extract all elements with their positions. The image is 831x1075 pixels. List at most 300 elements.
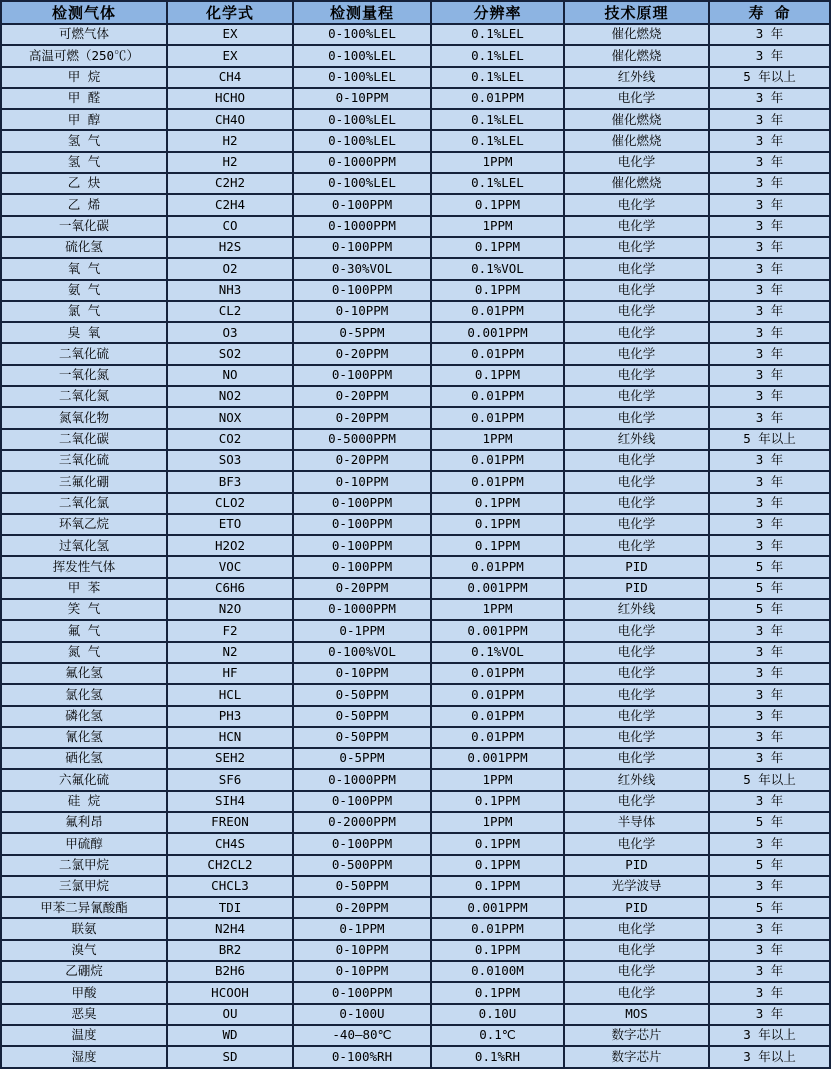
- table-cell: 臭 氧: [1, 322, 167, 343]
- table-cell: 笑 气: [1, 599, 167, 620]
- table-cell: 0-10PPM: [293, 88, 431, 109]
- table-cell: 0-100PPM: [293, 982, 431, 1003]
- table-cell: 电化学: [564, 727, 709, 748]
- table-row: [1, 45, 830, 66]
- table-cell: 0.001PPM: [431, 748, 564, 769]
- table-row: [1, 769, 830, 790]
- table-row: [1, 322, 830, 343]
- table-cell: 3 年: [709, 940, 830, 961]
- table-cell: 温度: [1, 1025, 167, 1046]
- table-cell: 1PPM: [431, 152, 564, 173]
- table-cell: 5 年: [709, 897, 830, 918]
- table-cell: 0-50PPM: [293, 727, 431, 748]
- table-cell: 二氯甲烷: [1, 855, 167, 876]
- table-cell: 5 年以上: [709, 67, 830, 88]
- table-cell: 挥发性气体: [1, 556, 167, 577]
- table-cell: 3 年: [709, 45, 830, 66]
- table-cell: H2: [167, 130, 293, 151]
- table-row: [1, 1025, 830, 1046]
- table-cell: 0.1PPM: [431, 855, 564, 876]
- table-row: [1, 173, 830, 194]
- table-cell: 0.1PPM: [431, 365, 564, 386]
- table-cell: 0.01PPM: [431, 88, 564, 109]
- table-cell: 0.01PPM: [431, 556, 564, 577]
- table-cell: 0-10PPM: [293, 961, 431, 982]
- table-row: [1, 386, 830, 407]
- table-cell: 3 年: [709, 620, 830, 641]
- table-cell: 0-10PPM: [293, 940, 431, 961]
- table-cell: 3 年: [709, 748, 830, 769]
- table-cell: 0-100%LEL: [293, 109, 431, 130]
- table-cell: 电化学: [564, 706, 709, 727]
- table-cell: 硒化氢: [1, 748, 167, 769]
- table-row: [1, 535, 830, 556]
- table-row: [1, 876, 830, 897]
- table-cell: 氟化氢: [1, 663, 167, 684]
- table-cell: C6H6: [167, 578, 293, 599]
- table-cell: 0-100%LEL: [293, 24, 431, 45]
- table-cell: 0-50PPM: [293, 706, 431, 727]
- table-cell: 3 年: [709, 386, 830, 407]
- table-row: [1, 855, 830, 876]
- table-cell: 3 年: [709, 642, 830, 663]
- table-cell: 0.01PPM: [431, 706, 564, 727]
- table-cell: 0.001PPM: [431, 897, 564, 918]
- table-cell: HCN: [167, 727, 293, 748]
- table-cell: 0-1000PPM: [293, 216, 431, 237]
- table-cell: 1PPM: [431, 769, 564, 790]
- table-cell: SO3: [167, 450, 293, 471]
- table-cell: HCOOH: [167, 982, 293, 1003]
- table-row: [1, 429, 830, 450]
- table-cell: 电化学: [564, 514, 709, 535]
- table-cell: 3 年: [709, 152, 830, 173]
- table-cell: 0-1000PPM: [293, 769, 431, 790]
- table-cell: ETO: [167, 514, 293, 535]
- table-cell: 电化学: [564, 258, 709, 279]
- table-cell: HF: [167, 663, 293, 684]
- table-cell: 半导体: [564, 812, 709, 833]
- table-cell: 电化学: [564, 642, 709, 663]
- table-row: [1, 812, 830, 833]
- table-cell: 电化学: [564, 684, 709, 705]
- table-row: [1, 791, 830, 812]
- table-row: [1, 450, 830, 471]
- table-cell: CH4: [167, 67, 293, 88]
- table-row: [1, 301, 830, 322]
- table-cell: PID: [564, 578, 709, 599]
- table-cell: 二氧化氮: [1, 386, 167, 407]
- table-row: [1, 237, 830, 258]
- table-cell: H2: [167, 152, 293, 173]
- table-row: [1, 642, 830, 663]
- table-cell: C2H2: [167, 173, 293, 194]
- table-cell: CL2: [167, 301, 293, 322]
- table-cell: 一氧化氮: [1, 365, 167, 386]
- table-cell: 5 年以上: [709, 429, 830, 450]
- table-cell: 3 年: [709, 258, 830, 279]
- table-cell: 电化学: [564, 982, 709, 1003]
- table-cell: 0-1000PPM: [293, 599, 431, 620]
- table-cell: N2: [167, 642, 293, 663]
- table-cell: 3 年: [709, 663, 830, 684]
- table-row: [1, 194, 830, 215]
- table-cell: 0.1PPM: [431, 493, 564, 514]
- table-cell: NOX: [167, 407, 293, 428]
- table-row: [1, 897, 830, 918]
- table-cell: 电化学: [564, 918, 709, 939]
- table-row: [1, 1004, 830, 1025]
- table-cell: 3 年: [709, 791, 830, 812]
- table-row: [1, 684, 830, 705]
- col-header-technology-principle: 技术原理: [564, 1, 709, 24]
- table-cell: 0.0100M: [431, 961, 564, 982]
- table-cell: 0-10PPM: [293, 301, 431, 322]
- table-cell: 3 年以上: [709, 1046, 830, 1067]
- table-cell: 0-20PPM: [293, 897, 431, 918]
- table-header-row: [1, 1, 830, 24]
- table-cell: 0.1%RH: [431, 1046, 564, 1067]
- table-cell: 3 年: [709, 833, 830, 854]
- table-cell: 0-100PPM: [293, 833, 431, 854]
- table-cell: 0-10PPM: [293, 663, 431, 684]
- table-cell: 0-100U: [293, 1004, 431, 1025]
- table-cell: 0-2000PPM: [293, 812, 431, 833]
- table-row: [1, 24, 830, 45]
- table-cell: 0.01PPM: [431, 450, 564, 471]
- table-cell: 甲 醛: [1, 88, 167, 109]
- table-cell: 0-100PPM: [293, 493, 431, 514]
- table-cell: 氟 气: [1, 620, 167, 641]
- table-cell: 0.1PPM: [431, 535, 564, 556]
- table-cell: 0.001PPM: [431, 322, 564, 343]
- table-cell: 乙 烯: [1, 194, 167, 215]
- table-cell: 0-1PPM: [293, 918, 431, 939]
- table-cell: VOC: [167, 556, 293, 577]
- table-cell: 3 年: [709, 24, 830, 45]
- table-cell: 0.001PPM: [431, 578, 564, 599]
- table-cell: 二氧化硫: [1, 343, 167, 364]
- table-cell: 氟利昂: [1, 812, 167, 833]
- table-cell: 0-100%LEL: [293, 45, 431, 66]
- table-cell: 5 年: [709, 855, 830, 876]
- table-cell: 甲 醇: [1, 109, 167, 130]
- table-cell: 催化燃烧: [564, 130, 709, 151]
- table-cell: 甲硫醇: [1, 833, 167, 854]
- table-cell: 3 年: [709, 216, 830, 237]
- table-cell: 催化燃烧: [564, 24, 709, 45]
- table-cell: H2S: [167, 237, 293, 258]
- table-cell: 0-20PPM: [293, 343, 431, 364]
- table-cell: SEH2: [167, 748, 293, 769]
- table-row: [1, 620, 830, 641]
- table-cell: 0.01PPM: [431, 727, 564, 748]
- table-cell: 0-20PPM: [293, 578, 431, 599]
- table-cell: 电化学: [564, 365, 709, 386]
- table-cell: 电化学: [564, 407, 709, 428]
- table-cell: 0.1PPM: [431, 982, 564, 1003]
- table-cell: 电化学: [564, 493, 709, 514]
- table-cell: 0.1%LEL: [431, 130, 564, 151]
- table-cell: 3 年: [709, 109, 830, 130]
- table-cell: 甲 苯: [1, 578, 167, 599]
- table-cell: 可燃气体: [1, 24, 167, 45]
- table-cell: 联氨: [1, 918, 167, 939]
- table-cell: 数字芯片: [564, 1046, 709, 1067]
- table-row: [1, 67, 830, 88]
- table-cell: PID: [564, 897, 709, 918]
- table-row: [1, 152, 830, 173]
- table-cell: NH3: [167, 280, 293, 301]
- table-cell: CH2CL2: [167, 855, 293, 876]
- table-cell: 电化学: [564, 152, 709, 173]
- table-cell: 电化学: [564, 791, 709, 812]
- table-cell: 溴气: [1, 940, 167, 961]
- table-cell: 5 年: [709, 578, 830, 599]
- table-cell: B2H6: [167, 961, 293, 982]
- table-cell: CH4O: [167, 109, 293, 130]
- table-cell: 3 年: [709, 322, 830, 343]
- table-cell: 0-100PPM: [293, 237, 431, 258]
- table-row: [1, 407, 830, 428]
- table-cell: 0-5PPM: [293, 748, 431, 769]
- table-cell: HCHO: [167, 88, 293, 109]
- table-cell: 电化学: [564, 280, 709, 301]
- table-cell: 0-5000PPM: [293, 429, 431, 450]
- table-cell: 1PPM: [431, 216, 564, 237]
- table-cell: BR2: [167, 940, 293, 961]
- table-cell: 0-10PPM: [293, 471, 431, 492]
- table-cell: 3 年: [709, 130, 830, 151]
- table-cell: 0-20PPM: [293, 386, 431, 407]
- col-header-detection-range: 检测量程: [293, 1, 431, 24]
- table-cell: 电化学: [564, 301, 709, 322]
- table-cell: 电化学: [564, 940, 709, 961]
- table-cell: 二氧化碳: [1, 429, 167, 450]
- table-cell: 电化学: [564, 748, 709, 769]
- table-cell: 0-100PPM: [293, 194, 431, 215]
- table-cell: SIH4: [167, 791, 293, 812]
- table-row: [1, 578, 830, 599]
- table-cell: 三氯甲烷: [1, 876, 167, 897]
- table-cell: 0.01PPM: [431, 386, 564, 407]
- table-cell: 甲 烷: [1, 67, 167, 88]
- table-cell: 电化学: [564, 343, 709, 364]
- table-cell: 环氧乙烷: [1, 514, 167, 535]
- table-row: [1, 88, 830, 109]
- table-cell: 3 年: [709, 88, 830, 109]
- table-cell: 3 年: [709, 407, 830, 428]
- table-cell: 氮 气: [1, 642, 167, 663]
- table-cell: 湿度: [1, 1046, 167, 1067]
- table-cell: F2: [167, 620, 293, 641]
- table-cell: EX: [167, 24, 293, 45]
- table-cell: 电化学: [564, 620, 709, 641]
- table-cell: 3 年: [709, 982, 830, 1003]
- table-row: [1, 556, 830, 577]
- table-row: [1, 982, 830, 1003]
- table-cell: 3 年: [709, 684, 830, 705]
- table-cell: 0-100PPM: [293, 556, 431, 577]
- table-cell: 电化学: [564, 961, 709, 982]
- table-cell: 0-50PPM: [293, 684, 431, 705]
- table-cell: 乙硼烷: [1, 961, 167, 982]
- table-cell: 3 年: [709, 535, 830, 556]
- table-cell: NO2: [167, 386, 293, 407]
- table-cell: O2: [167, 258, 293, 279]
- table-cell: 3 年: [709, 365, 830, 386]
- col-header-chemical-formula: 化学式: [167, 1, 293, 24]
- table-cell: 0.1PPM: [431, 280, 564, 301]
- table-cell: 0.1℃: [431, 1025, 564, 1046]
- table-cell: CO2: [167, 429, 293, 450]
- table-cell: 氧 气: [1, 258, 167, 279]
- table-cell: 红外线: [564, 769, 709, 790]
- table-cell: 硅 烷: [1, 791, 167, 812]
- table-cell: 3 年: [709, 961, 830, 982]
- table-cell: 催化燃烧: [564, 45, 709, 66]
- table-cell: 0.1%LEL: [431, 45, 564, 66]
- table-cell: BF3: [167, 471, 293, 492]
- table-cell: C2H4: [167, 194, 293, 215]
- table-cell: SF6: [167, 769, 293, 790]
- table-cell: 0-100PPM: [293, 535, 431, 556]
- table-cell: 光学波导: [564, 876, 709, 897]
- table-cell: 3 年以上: [709, 1025, 830, 1046]
- table-cell: 电化学: [564, 663, 709, 684]
- table-cell: 电化学: [564, 216, 709, 237]
- table-cell: 0-100PPM: [293, 280, 431, 301]
- table-cell: WD: [167, 1025, 293, 1046]
- table-cell: 氯 气: [1, 301, 167, 322]
- table-cell: O3: [167, 322, 293, 343]
- table-cell: 0.1PPM: [431, 791, 564, 812]
- table-row: [1, 599, 830, 620]
- table-cell: MOS: [564, 1004, 709, 1025]
- table-row: [1, 471, 830, 492]
- table-cell: PID: [564, 556, 709, 577]
- table-row: [1, 493, 830, 514]
- table-cell: 0.1%VOL: [431, 642, 564, 663]
- table-cell: 3 年: [709, 493, 830, 514]
- table-cell: 0.01PPM: [431, 301, 564, 322]
- table-cell: 5 年: [709, 599, 830, 620]
- table-cell: -40—80℃: [293, 1025, 431, 1046]
- table-cell: 3 年: [709, 301, 830, 322]
- table-cell: 电化学: [564, 471, 709, 492]
- table-cell: 5 年以上: [709, 769, 830, 790]
- table-row: [1, 514, 830, 535]
- table-cell: 高温可燃（250℃）: [1, 45, 167, 66]
- table-row: [1, 940, 830, 961]
- table-cell: 氰化氢: [1, 727, 167, 748]
- table-row: [1, 1046, 830, 1067]
- table-cell: 磷化氢: [1, 706, 167, 727]
- table-cell: 三氧化硫: [1, 450, 167, 471]
- table-cell: 0.01PPM: [431, 918, 564, 939]
- table-cell: 甲苯二异氰酸酯: [1, 897, 167, 918]
- table-cell: 0.01PPM: [431, 407, 564, 428]
- table-cell: 电化学: [564, 450, 709, 471]
- table-cell: 电化学: [564, 535, 709, 556]
- table-cell: 3 年: [709, 237, 830, 258]
- table-cell: 5 年: [709, 556, 830, 577]
- table-cell: 0-100%VOL: [293, 642, 431, 663]
- table-cell: 0.01PPM: [431, 684, 564, 705]
- table-cell: 3 年: [709, 1004, 830, 1025]
- table-cell: 电化学: [564, 386, 709, 407]
- table-cell: 0.001PPM: [431, 620, 564, 641]
- table-row: [1, 833, 830, 854]
- table-cell: 电化学: [564, 322, 709, 343]
- table-cell: NO: [167, 365, 293, 386]
- table-cell: SD: [167, 1046, 293, 1067]
- table-cell: 0-500PPM: [293, 855, 431, 876]
- table-cell: PH3: [167, 706, 293, 727]
- table-cell: 0.1%LEL: [431, 173, 564, 194]
- table-cell: 0.10U: [431, 1004, 564, 1025]
- col-header-gas-name: 检测气体: [1, 1, 167, 24]
- table-cell: 0.1%LEL: [431, 109, 564, 130]
- table-cell: 0.1PPM: [431, 237, 564, 258]
- table-cell: 0.1%LEL: [431, 67, 564, 88]
- table-row: [1, 216, 830, 237]
- table-cell: 数字芯片: [564, 1025, 709, 1046]
- table-cell: 0-5PPM: [293, 322, 431, 343]
- table-cell: 0-100%RH: [293, 1046, 431, 1067]
- table-cell: 催化燃烧: [564, 109, 709, 130]
- table-body: [1, 24, 830, 1068]
- table-cell: 0.1%LEL: [431, 24, 564, 45]
- table-cell: 恶臭: [1, 1004, 167, 1025]
- table-cell: 0.01PPM: [431, 471, 564, 492]
- table-cell: 3 年: [709, 450, 830, 471]
- table-cell: 0.1PPM: [431, 876, 564, 897]
- table-cell: 3 年: [709, 918, 830, 939]
- table-row: [1, 109, 830, 130]
- table-row: [1, 130, 830, 151]
- table-cell: SO2: [167, 343, 293, 364]
- table-row: [1, 748, 830, 769]
- table-cell: 3 年: [709, 876, 830, 897]
- table-cell: 电化学: [564, 833, 709, 854]
- table-row: [1, 280, 830, 301]
- table-cell: 二氧化氯: [1, 493, 167, 514]
- table-cell: 0.1PPM: [431, 940, 564, 961]
- table-cell: 3 年: [709, 706, 830, 727]
- table-cell: 0-20PPM: [293, 450, 431, 471]
- table-row: [1, 258, 830, 279]
- table-cell: 0.01PPM: [431, 663, 564, 684]
- table-row: [1, 727, 830, 748]
- col-header-lifespan: 寿 命: [709, 1, 830, 24]
- table-cell: 红外线: [564, 67, 709, 88]
- table-cell: 硫化氢: [1, 237, 167, 258]
- table-cell: 0-30%VOL: [293, 258, 431, 279]
- table-cell: 氯化氢: [1, 684, 167, 705]
- table-cell: 催化燃烧: [564, 173, 709, 194]
- table-cell: 1PPM: [431, 599, 564, 620]
- table-cell: 0-1PPM: [293, 620, 431, 641]
- table-cell: N2O: [167, 599, 293, 620]
- table-cell: 三氟化硼: [1, 471, 167, 492]
- table-cell: 3 年: [709, 514, 830, 535]
- table-row: [1, 365, 830, 386]
- table-cell: 电化学: [564, 237, 709, 258]
- table-cell: CLO2: [167, 493, 293, 514]
- table-cell: 0-100PPM: [293, 791, 431, 812]
- table-row: [1, 961, 830, 982]
